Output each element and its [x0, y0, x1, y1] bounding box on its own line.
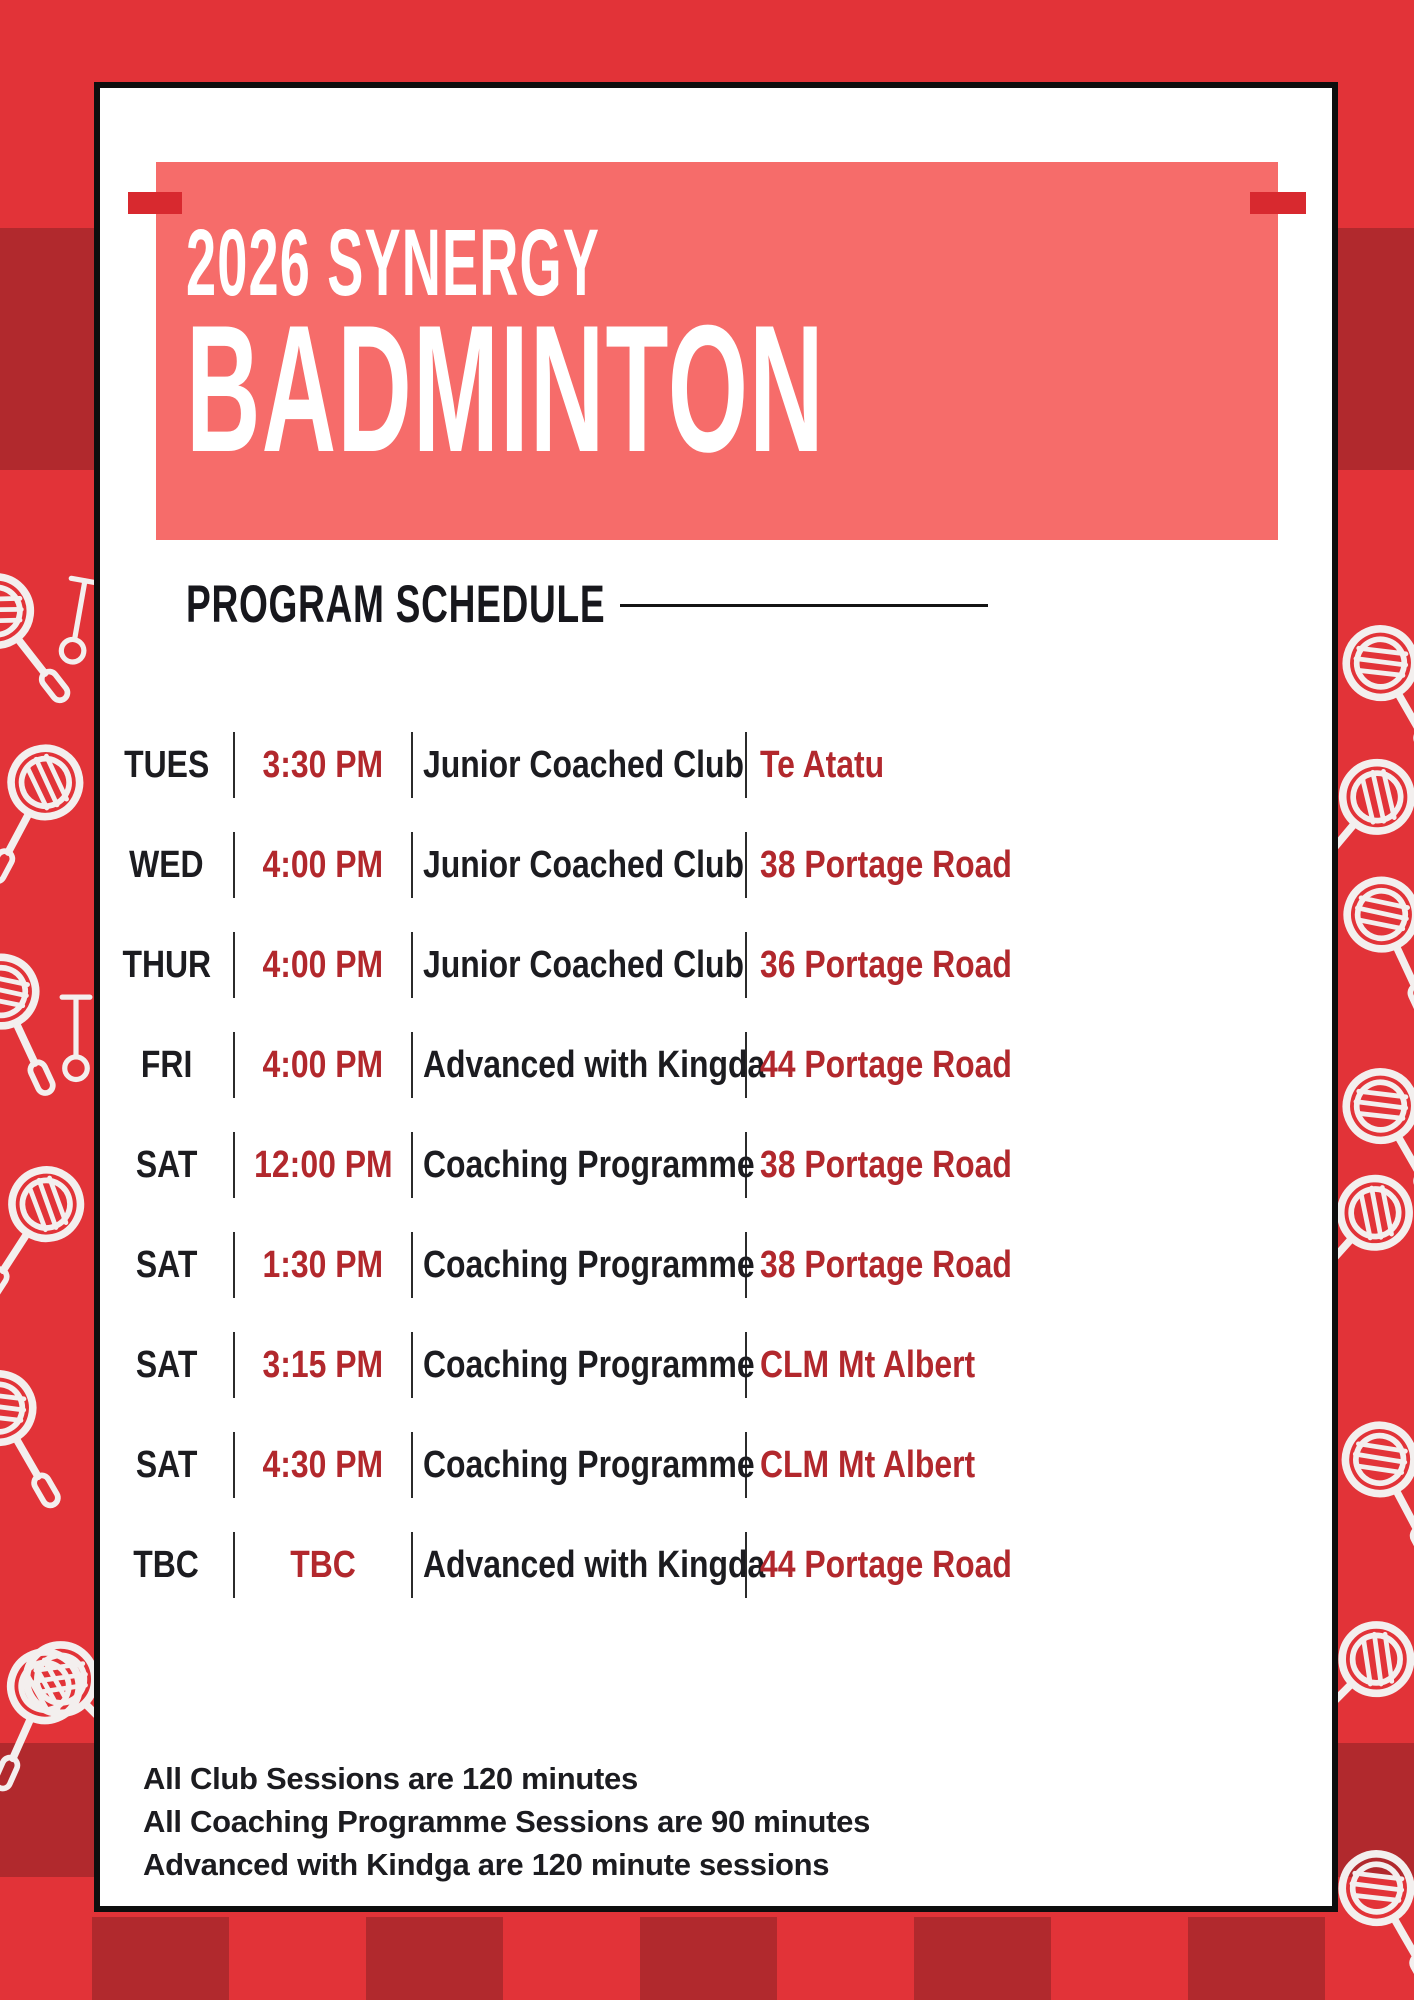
session-notes: [143, 1757, 870, 1886]
day-cell: WED: [129, 843, 204, 886]
racket-icon: [0, 722, 107, 910]
program-cell: Advanced with Kingda: [423, 1043, 766, 1086]
location-cell: 38 Portage Road: [760, 843, 1012, 886]
day-cell: TUES: [123, 743, 210, 786]
heading-rule: [620, 604, 988, 607]
day-cell: THUR: [122, 943, 211, 986]
table-row: [100, 1132, 1296, 1198]
program-cell: Coaching Programme: [423, 1143, 755, 1186]
program-cell: Coaching Programme: [423, 1443, 755, 1486]
time-cell: 4:00 PM: [262, 943, 384, 986]
location-cell: 38 Portage Road: [760, 1143, 1012, 1186]
day-cell: SAT: [135, 1343, 198, 1386]
poster-title: BADMINTON: [186, 288, 825, 490]
racket-icon: [0, 1347, 99, 1535]
time-cell: 4:00 PM: [262, 1043, 384, 1086]
program-cell: Coaching Programme: [423, 1343, 755, 1386]
table-row: [100, 732, 1296, 798]
location-cell: 36 Portage Road: [760, 943, 1012, 986]
note-line: Advanced with Kindga are 120 minute sessions: [143, 1847, 830, 1882]
day-cell: SAT: [135, 1243, 198, 1286]
table-row: [100, 1432, 1296, 1498]
time-cell: 1:30 PM: [262, 1243, 384, 1286]
program-cell: Coaching Programme: [423, 1243, 755, 1286]
time-cell: 3:30 PM: [262, 743, 384, 786]
location-cell: 38 Portage Road: [760, 1243, 1012, 1286]
schedule-heading: PROGRAM SCHEDULE: [186, 575, 606, 634]
table-row: [100, 1232, 1296, 1298]
note-line: All Club Sessions are 120 minutes: [143, 1761, 638, 1796]
day-cell: SAT: [135, 1143, 198, 1186]
day-cell: TBC: [133, 1543, 200, 1586]
table-row: [100, 1532, 1296, 1598]
time-cell: 12:00 PM: [253, 1143, 393, 1186]
day-cell: SAT: [135, 1443, 198, 1486]
location-cell: CLM Mt Albert: [760, 1443, 976, 1486]
banner-clip-right: [1250, 192, 1306, 214]
program-cell: Advanced with Kingda: [423, 1543, 766, 1586]
time-cell: 4:00 PM: [262, 843, 384, 886]
time-cell: TBC: [290, 1543, 356, 1586]
banner-clip-left: [128, 192, 182, 214]
day-cell: FRI: [140, 1043, 193, 1086]
table-row: [100, 1332, 1296, 1398]
table-row: [100, 832, 1296, 898]
location-cell: CLM Mt Albert: [760, 1343, 976, 1386]
time-cell: 4:30 PM: [262, 1443, 384, 1486]
time-cell: 3:15 PM: [262, 1343, 384, 1386]
location-cell: 44 Portage Road: [760, 1043, 1012, 1086]
table-row: [100, 1032, 1296, 1098]
location-cell: Te Atatu: [760, 743, 885, 786]
note-line: All Coaching Programme Sessions are 90 minutes: [143, 1804, 871, 1839]
program-cell: Junior Coached Club: [423, 743, 744, 786]
program-cell: Junior Coached Club: [423, 843, 744, 886]
header-kicker: 2026 SYNERGY: [186, 210, 600, 316]
table-row: [100, 932, 1296, 998]
location-cell: 44 Portage Road: [760, 1543, 1012, 1586]
schedule-table: [100, 732, 1296, 1632]
program-cell: Junior Coached Club: [423, 943, 744, 986]
